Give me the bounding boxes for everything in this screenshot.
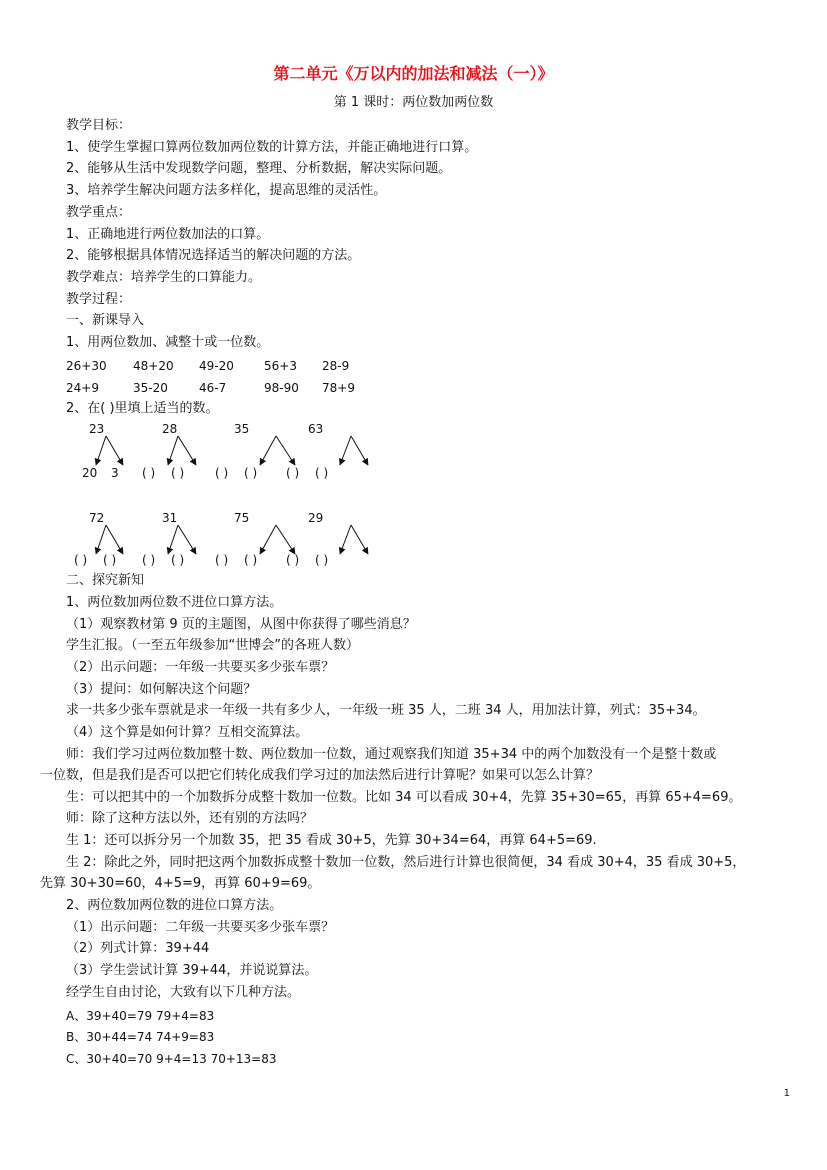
objective-line: 3、培养学生解决问题方法多样化，提高思维的灵活性。 xyxy=(66,183,387,198)
tree-leaf-blank: ( ) xyxy=(171,553,185,567)
tree-leaf-blank: ( ) xyxy=(74,553,88,567)
tree-leaf-blank: ( ) xyxy=(244,466,258,480)
dialogue-line: 先算 30+30=60，4+5=9，再算 60+9=69。 xyxy=(40,876,321,891)
body-line: （4）这个算是如何计算？互相交流算法。 xyxy=(66,725,309,740)
tree-leaf-blank: ( ) xyxy=(244,553,258,567)
drill-item: 78+9 xyxy=(322,381,355,395)
body-line: （3）提问：如何解决这个问题？ xyxy=(66,682,257,697)
subsection-heading: 1、两位数加两位数不进位口算方法。 xyxy=(66,595,283,610)
branch-arrow xyxy=(260,525,276,554)
body-line: 经学生自由讨论，大致有以下几种方法。 xyxy=(66,985,301,1000)
page-title: 第二单元《万以内的加法和减法（一）》 xyxy=(273,64,554,83)
branch-arrow xyxy=(351,525,368,554)
objectives-heading: 教学目标： xyxy=(66,118,132,133)
branch-arrow xyxy=(96,436,106,465)
section-heading: 二、探究新知 xyxy=(66,573,145,588)
branch-arrow xyxy=(340,525,351,554)
key-points-heading: 教学重点： xyxy=(66,205,132,220)
branch-arrow xyxy=(340,436,351,465)
branch-arrow xyxy=(178,525,196,554)
objective-line: 1、使学生掌握口算两位数加两位数的计算方法，并能正确地进行口算。 xyxy=(66,140,478,155)
key-point-line: 1、正确地进行两位数加法的口算。 xyxy=(66,227,270,242)
branch-arrow xyxy=(178,436,196,465)
tree-leaf: 20 xyxy=(82,466,98,480)
branch-arrow xyxy=(96,525,106,554)
branch-arrow xyxy=(106,525,123,554)
tree-leaf-blank: ( ) xyxy=(286,553,300,567)
body-line: 学生汇报。（一至五年级参加“世博会”的各班人数） xyxy=(66,638,359,653)
page-number: 1 xyxy=(783,1088,790,1099)
process-heading: 教学过程： xyxy=(66,292,132,307)
branch-arrow xyxy=(276,525,295,554)
branch-arrow xyxy=(260,436,276,465)
tree-top-number: 29 xyxy=(308,511,324,525)
dialogue-line: 生 1：还可以拆分另一个加数 35，把 35 看成 30+5，先算 30+34=64，再算 64+5=69. xyxy=(66,833,597,848)
drill-item: 48+20 xyxy=(133,359,174,373)
tree-leaf-blank: ( ) xyxy=(286,466,300,480)
lesson-subtitle: 第 1 课时：两位数加两位数 xyxy=(333,95,494,110)
tree-top-number: 63 xyxy=(308,422,324,436)
body-line: （1）出示问题：二年级一共要买多少张车票？ xyxy=(66,920,335,935)
branch-arrow xyxy=(106,436,123,465)
tree-leaf-blank: ( ) xyxy=(215,466,229,480)
dialogue-line: 生 2：除此之外，同时把这两个加数拆成整十数加一位数，然后进行计算也很简便，34 看成 30+4，35 看成 30+5， xyxy=(66,855,746,870)
subsection-heading: 2、两位数加两位数的进位口算方法。 xyxy=(66,898,283,913)
objective-line: 2、能够从生活中发现数学问题，整理、分析数据，解决实际问题。 xyxy=(66,161,452,176)
body-line: （3）学生尝试计算 39+44，并说说算法。 xyxy=(66,963,318,978)
drill-item: 35-20 xyxy=(133,381,168,395)
tree-leaf-blank: ( ) xyxy=(142,466,156,480)
tree-top-number: 31 xyxy=(162,511,178,525)
tree-leaf-blank: ( ) xyxy=(315,466,329,480)
drill-item: 28-9 xyxy=(322,359,350,373)
method-line: A、39+40=79 79+4=83 xyxy=(66,1009,215,1023)
drill-item: 49-20 xyxy=(199,359,234,373)
tree-leaf: 3 xyxy=(111,466,119,480)
body-line: （2）出示问题：一年级一共要买多少张车票？ xyxy=(66,660,335,675)
method-line: B、30+44=74 74+9=83 xyxy=(66,1030,215,1044)
drill-item: 24+9 xyxy=(66,381,99,395)
tree-leaf-blank: ( ) xyxy=(215,553,229,567)
branch-arrow xyxy=(168,436,178,465)
tree-leaf-blank: ( ) xyxy=(171,466,185,480)
drill-item: 98-90 xyxy=(264,381,299,395)
tree-leaf-blank: ( ) xyxy=(103,553,117,567)
body-line: （2）列式计算：39+44 xyxy=(66,941,210,956)
tree-top-number: 35 xyxy=(234,422,250,436)
dialogue-line: 一位数，但是我们是否可以把它们转化成我们学习过的加法然后进行计算呢？如果可以怎么计算？ xyxy=(40,768,600,783)
drill-item: 56+3 xyxy=(264,359,297,373)
tree-top-number: 75 xyxy=(234,511,250,525)
tree-leaf-blank: ( ) xyxy=(315,553,329,567)
fill-instruction: 2、在( )里填上适当的数。 xyxy=(66,401,219,416)
tree-top-number: 72 xyxy=(89,511,105,525)
branch-arrow xyxy=(351,436,368,465)
section-heading: 一、新课导入 xyxy=(66,313,145,328)
drill-item: 26+30 xyxy=(66,359,107,373)
key-point-line: 2、能够根据具体情况选择适当的解决问题的方法。 xyxy=(66,248,361,263)
dialogue-line: 师：除了这种方法以外，还有别的方法吗？ xyxy=(66,811,314,826)
tree-top-number: 28 xyxy=(162,422,178,436)
body-line: 求一共多少张车票就是求一年级一共有多少人，一年级一班 35 人，二班 34 人，用加法计算，列式：35+34。 xyxy=(66,703,706,718)
dialogue-line: 生：可以把其中的一个加数拆分成整十数加一位数。比如 34 可以看成 30+4，先算 35+30=65，再算 65+4=69。 xyxy=(66,790,742,805)
difficulty-line: 教学难点：培养学生的口算能力。 xyxy=(66,270,262,285)
dialogue-line: 师：我们学习过两位数加整十数、两位数加一位数，通过观察我们知道 35+34 中的两个加数没有一个是整十数或 xyxy=(66,747,717,762)
drill-instruction: 1、用两位数加、减整十或一位数。 xyxy=(66,335,270,350)
method-line: C、30+40=70 9+4=13 70+13=83 xyxy=(66,1052,277,1066)
branch-arrow xyxy=(168,525,178,554)
branch-arrow xyxy=(276,436,295,465)
body-line: （1）观察教材第 9 页的主题图，从图中你获得了哪些消息？ xyxy=(66,617,416,632)
tree-top-number: 23 xyxy=(89,422,105,436)
tree-leaf-blank: ( ) xyxy=(142,553,156,567)
drill-item: 46-7 xyxy=(199,381,227,395)
